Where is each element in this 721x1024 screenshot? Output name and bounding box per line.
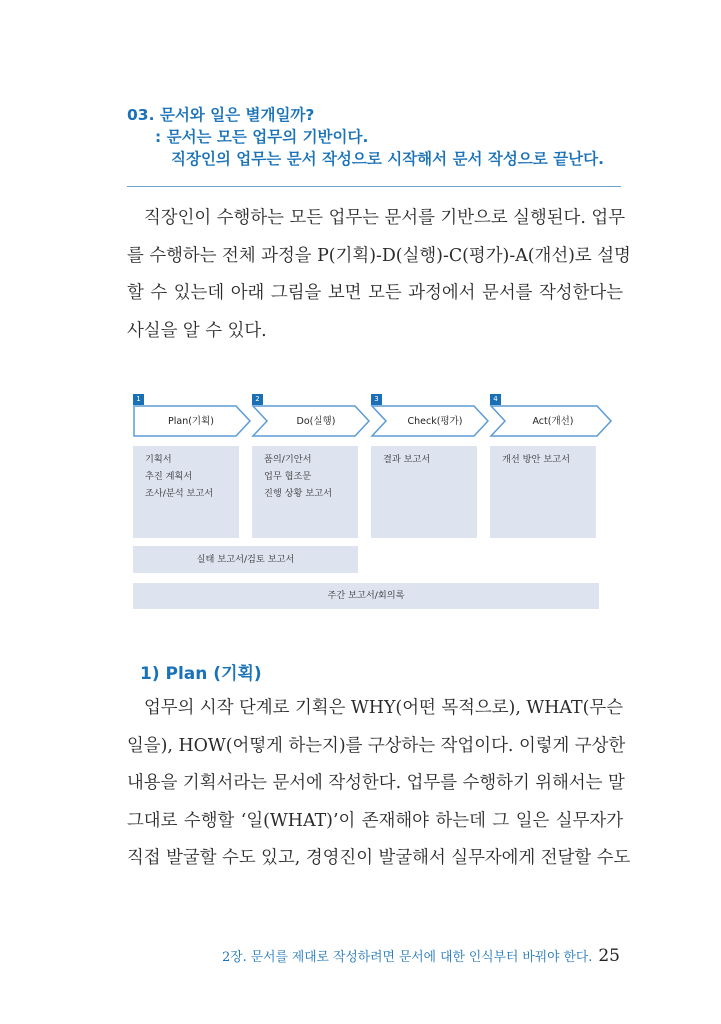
doc-item: 개선 방안 보고서 [502, 454, 570, 465]
section-heading [127, 104, 622, 170]
text-line: 그대로 수행할 ‘일(WHAT)’이 존재해야 하는데 그 일은 실무자가 [127, 810, 624, 831]
section-subtitle: : 문서는 모든 업무의 기반이다. [155, 128, 369, 146]
text-line: 직접 발굴할 수도 있고, 경영진이 발굴해서 실무자에게 전달할 수도 [127, 848, 631, 868]
step-number-badge: 1 [133, 394, 144, 405]
act-docs-box [490, 446, 596, 538]
doc-item: 기획서 [145, 454, 172, 465]
step-label-check: Check(평가) [407, 416, 463, 427]
step-number-badge: 3 [371, 394, 382, 405]
pdca-diagram [133, 394, 613, 614]
chapter-running-title: 2장. 문서를 제대로 작성하려면 문서에 대한 인식부터 바꿔야 한다. [222, 950, 593, 965]
text-line: 일을), HOW(어떻게 하는지)를 구상하는 작업이다. 이렇게 구상한 [127, 735, 626, 756]
section-subtitle-detail: 직장인의 업무는 문서 작성으로 시작해서 문서 작성으로 끝난다. [171, 150, 604, 168]
span-box-all-steps: 주간 보고서/회의록 [133, 583, 599, 609]
paragraph-intro [127, 200, 631, 350]
span-box-plan-do: 실태 보고서/검토 보고서 [133, 546, 358, 573]
step-number-badge: 4 [490, 394, 501, 405]
step-number-badge: 2 [252, 394, 263, 405]
text-line: 내용을 기획서라는 문서에 작성한다. 업무를 수행하기 위해서는 말 [127, 773, 625, 793]
doc-item: 업무 협조문 [264, 471, 312, 482]
check-docs-box [371, 446, 477, 538]
paragraph-plan [127, 690, 631, 878]
text-line: 업무의 시작 단계로 기획은 WHY(어떤 목적으로), WHAT(무슨 [144, 698, 624, 718]
step-label-plan: Plan(기획) [168, 416, 214, 427]
doc-item: 조사/분석 보고서 [145, 488, 214, 499]
page-number: 25 [598, 946, 620, 966]
heading-divider [127, 186, 621, 187]
do-docs-box [252, 446, 358, 538]
text-line: 직장인이 수행하는 모든 업무는 문서를 기반으로 실행된다. 업무 [144, 208, 626, 228]
text-line: 를 수행하는 전체 과정을 P(기획)-D(실행)-C(평가)-A(개선)로 설명 [127, 245, 631, 266]
page-footer [200, 946, 620, 966]
step-label-do: Do(실행) [296, 416, 336, 427]
doc-item: 품의/기안서 [264, 454, 312, 465]
step-label-act: Act(개선) [532, 416, 574, 427]
doc-item: 진행 상황 보고서 [264, 488, 332, 499]
text-line: 할 수 있는데 아래 그림을 보면 모든 과정에서 문서를 작성한다는 [127, 283, 623, 303]
doc-item: 결과 보고서 [383, 454, 431, 465]
text-line: 사실을 알 수 있다. [127, 320, 267, 341]
doc-item: 추진 계획서 [145, 471, 193, 482]
plan-docs-box [133, 446, 239, 538]
section-title: 03. 문서와 일은 별개일까? [127, 106, 315, 124]
subsection-title: 1) Plan (기획) [140, 664, 262, 684]
